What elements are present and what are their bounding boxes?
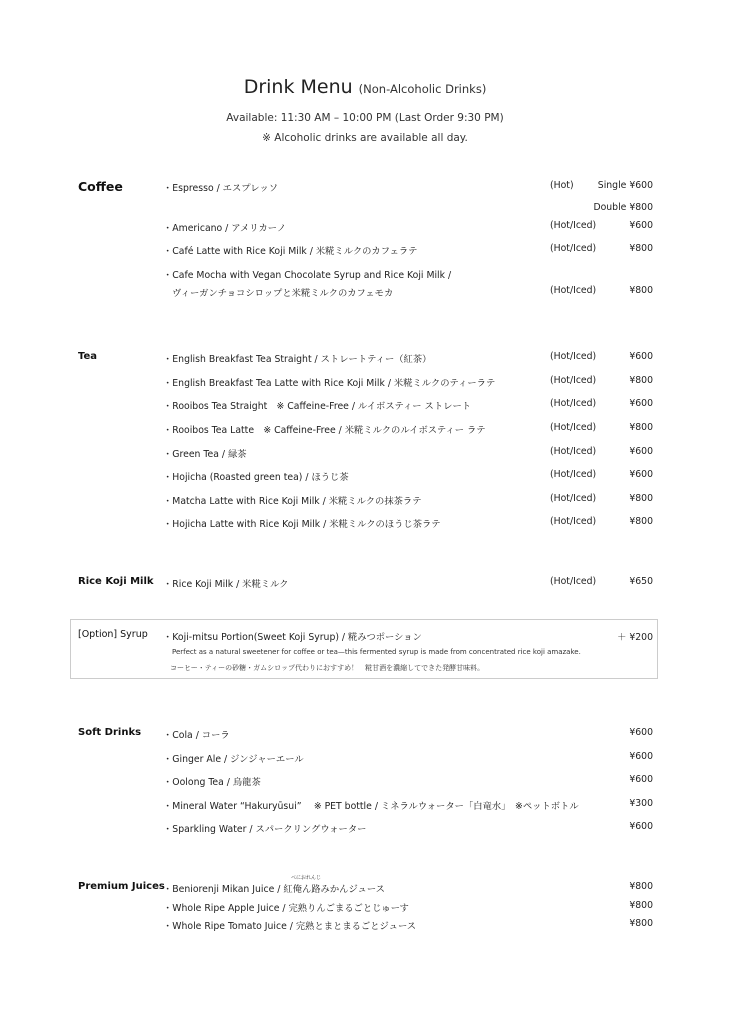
tea-item-price: ¥600 — [629, 398, 653, 409]
tea-item-temp: (Hot/Iced) — [550, 469, 597, 480]
tea-item-temp: (Hot/Iced) — [550, 446, 597, 457]
juice-name-ruby: べにおれんじ — [291, 875, 322, 881]
tea-item-price: ¥600 — [629, 446, 653, 457]
alcohol-note: ※ Alcoholic drinks are available all day. — [262, 132, 468, 144]
tea-item-price: ¥600 — [629, 351, 653, 362]
coffee-item-price: ¥800 — [629, 285, 653, 296]
coffee-item-temp: (Hot/Iced) — [550, 243, 597, 254]
coffee-item-temp: (Hot/Iced) — [550, 220, 597, 231]
menu-title: Drink Menu — [243, 76, 353, 98]
soft-drink-item-name: ・Mineral Water “Hakuryūsui” ※ PET bottle / ミネラルウォーター「白竜水」 ※ペットボトル — [163, 801, 579, 812]
coffee-item-name: ・Americano / アメリカーノ — [163, 223, 287, 234]
tea-item-name: ・Matcha Latte with Rice Koji Milk / 米糀ミルクの抹茶ラテ — [163, 496, 422, 507]
option-item-name: ・Koji-mitsu Portion(Sweet Koji Syrup) / 糀みつポーション — [163, 632, 422, 643]
option-note-english: Perfect as a natural sweetener for coffee or tea—this fermented syrup is made from concentrated rice koji amazake. — [172, 648, 581, 656]
juice-item-name: ・Whole Ripe Apple Juice / 完熟りんごまるごとじゅーす — [163, 903, 409, 914]
coffee-item-price-double: Double ¥800 — [593, 202, 653, 213]
tea-item-price: ¥800 — [629, 375, 653, 386]
tea-item-temp: (Hot/Iced) — [550, 422, 597, 433]
menu-subtitle: (Non-Alcoholic Drinks) — [358, 82, 487, 96]
tea-item-name: ・Rooibos Tea Latte ※ Caffeine-Free / 米糀ミルクのルイボスティー ラテ — [163, 425, 486, 436]
soft-drink-item-name: ・Cola / コーラ — [163, 730, 230, 741]
category-tea: Tea — [78, 351, 98, 362]
soft-drink-item-price: ¥600 — [629, 774, 653, 785]
soft-drink-item-name: ・Sparkling Water / スパークリングウォーター — [163, 824, 367, 835]
coffee-item-temp: (Hot) — [550, 180, 574, 191]
tea-item-price: ¥800 — [629, 493, 653, 504]
rice-koji-milk-item-price: ¥650 — [629, 576, 653, 587]
tea-item-temp: (Hot/Iced) — [550, 351, 597, 362]
tea-item-name: ・English Breakfast Tea Straight / ストレートティー（紅茶） — [163, 354, 432, 365]
rice-koji-milk-item-temp: (Hot/Iced) — [550, 576, 597, 587]
coffee-item-name: ・Cafe Mocha with Vegan Chocolate Syrup and Rice Koji Milk / — [163, 270, 452, 281]
tea-item-price: ¥600 — [629, 469, 653, 480]
menu-title-block — [0, 76, 730, 98]
coffee-item-name: ・Café Latte with Rice Koji Milk / 米糀ミルクのカフェラテ — [163, 246, 418, 257]
soft-drink-item-price: ¥600 — [629, 821, 653, 832]
juice-item-price: ¥800 — [629, 881, 653, 892]
soft-drink-item-price: ¥600 — [629, 751, 653, 762]
juice-item-name: ・Whole Ripe Tomato Juice / 完熟とまとまるごとジュース — [163, 921, 417, 932]
tea-item-price: ¥800 — [629, 516, 653, 527]
option-note-japanese: コーヒー・ティーの砂糖・ガムシロップ代わりにおすすめ！ 糀甘酒を濃縮してできた発酵甘味料。 — [170, 664, 485, 672]
tea-item-temp: (Hot/Iced) — [550, 398, 597, 409]
soft-drink-item-name: ・Oolong Tea / 烏龍茶 — [163, 777, 261, 788]
category-rice-koji-milk: Rice Koji Milk — [78, 576, 154, 587]
tea-item-name: ・Hojicha Latte with Rice Koji Milk / 米糀ミルクのほうじ茶ラテ — [163, 519, 441, 530]
coffee-item-price: ¥800 — [629, 243, 653, 254]
tea-item-name: ・Hojicha (Roasted green tea) / ほうじ茶 — [163, 472, 349, 483]
coffee-item-name: ・Espresso / エスプレッソ — [163, 183, 278, 194]
rice-koji-milk-item-name: ・Rice Koji Milk / 米糀ミルク — [163, 579, 289, 590]
tea-item-name: ・Rooibos Tea Straight ※ Caffeine-Free / ルイボスティー ストレート — [163, 401, 472, 412]
tea-item-temp: (Hot/Iced) — [550, 375, 597, 386]
coffee-item-price: ¥600 — [629, 220, 653, 231]
tea-item-name: ・Green Tea / 緑茶 — [163, 449, 247, 460]
soft-drink-item-price: ¥300 — [629, 798, 653, 809]
category-soft-drinks: Soft Drinks — [78, 727, 142, 738]
coffee-item-name-jp: ヴィーガンチョコシロップと米糀ミルクのカフェモカ — [172, 288, 394, 299]
coffee-item-price: Single ¥600 — [597, 180, 653, 191]
coffee-item-temp: (Hot/Iced) — [550, 285, 597, 296]
availability-text: Available: 11:30 AM – 10:00 PM (Last Order 9:30 PM) — [226, 112, 504, 124]
tea-item-temp: (Hot/Iced) — [550, 493, 597, 504]
soft-drink-item-price: ¥600 — [629, 727, 653, 738]
tea-item-temp: (Hot/Iced) — [550, 516, 597, 527]
juice-item-price: ¥800 — [629, 918, 653, 929]
tea-item-price: ¥800 — [629, 422, 653, 433]
category-coffee: Coffee — [78, 179, 123, 194]
option-item-price: ＋ ¥200 — [617, 632, 653, 643]
tea-item-name: ・English Breakfast Tea Latte with Rice Koji Milk / 米糀ミルクのティーラテ — [163, 378, 496, 389]
category-premium-juices: Premium Juices — [78, 881, 165, 892]
juice-item-name: ・Beniorenji Mikan Juice / 紅俺ん路みかんジュース — [163, 884, 385, 895]
juice-item-price: ¥800 — [629, 900, 653, 911]
category-option-syrup: [Option] Syrup — [78, 629, 148, 640]
soft-drink-item-name: ・Ginger Ale / ジンジャーエール — [163, 754, 304, 765]
